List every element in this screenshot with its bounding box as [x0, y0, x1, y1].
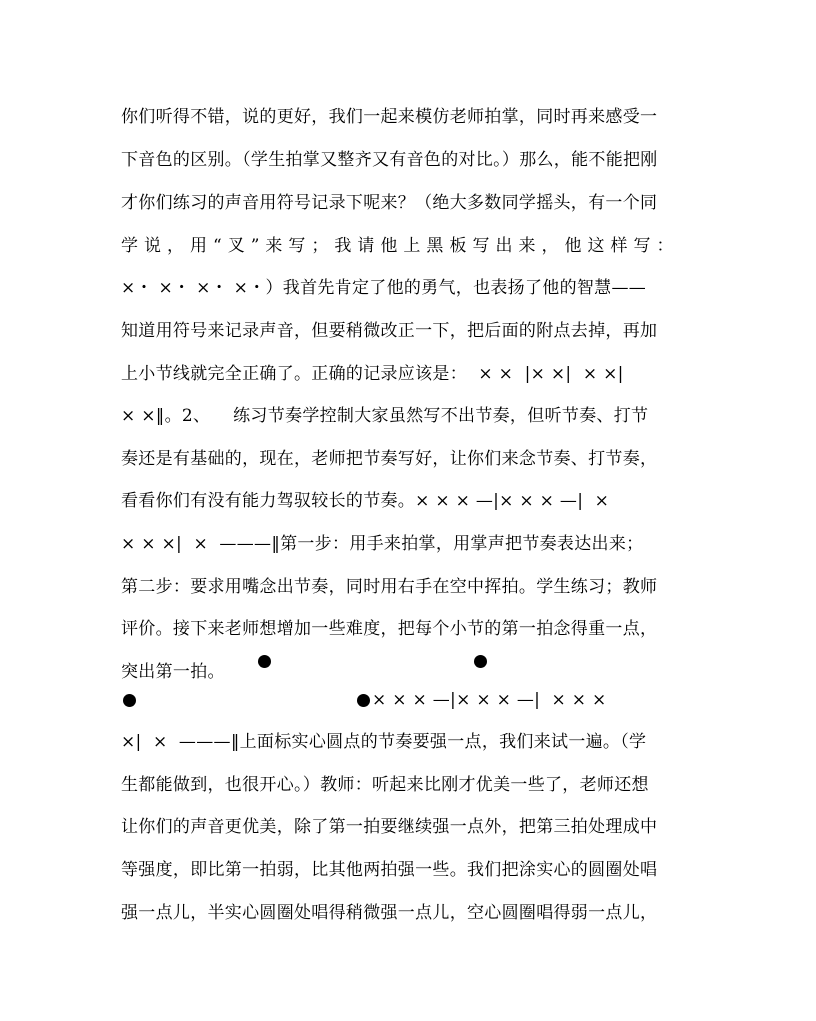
text-line-3: 才你们练习的声音用符号记录下呢来？（绝大多数同学摇头，有一个同 [121, 193, 658, 213]
accent-dot [357, 694, 370, 707]
text-line-13: 评价。接下来老师想增加一些难度，把每个小节的第一拍念得重一点， [121, 619, 658, 639]
rhythm-notation-line: × × × —|× × × —| × × × [372, 690, 607, 710]
text-line-19: 等强度，即比第一拍弱，比其他两拍强一些。我们把涂实心的圆圈处唱 [121, 860, 658, 880]
text-line-9: 奏还是有基础的，现在，老师把节奏写好，让你们来念节奏、打节奏， [121, 449, 658, 469]
text-line-18: 让你们的声音更优美，除了第一拍要继续强一点外，把第三拍处理成中 [121, 817, 658, 837]
text-line-10: 看看你们有没有能力驾驭较长的节奏。× × × —|× × × —| × [121, 491, 610, 511]
text-line-11: × × ×| × ———‖第一步：用手来拍掌，用掌声把节奏表达出来； [121, 534, 644, 554]
text-line-20: 强一点儿，半实心圆圈处唱得稍微强一点儿，空心圆圈唱得弱一点儿， [121, 903, 658, 923]
text-line-7: 上小节线就完全正确了。正确的记录应该是： × × |× ×| × ×| [121, 364, 624, 384]
text-line-5: ×・ ×・ ×・ ×・）我首先肯定了他的勇气，也表扬了他的智慧—— [121, 278, 647, 298]
accent-dot [258, 655, 271, 668]
text-line-14: 突出第一拍。 [121, 662, 225, 682]
text-line-8: × ×‖。2、 练习节奏学控制大家虽然写不出节奏，但听节奏、打节 [121, 406, 649, 426]
text-line-4: 学 说 ， 用 “ 叉 ” 来 写 ； 我 请 他 上 黑 板 写 出 来 ， 他 这 样 写 ： [121, 236, 674, 256]
text-line-17: 生都能做到，也很开心。）教师：听起来比刚才优美一些了，老师还想 [121, 775, 649, 795]
accent-dot [123, 694, 136, 707]
text-line-12: 第二步：要求用嘴念出节奏，同时用右手在空中挥拍。学生练习；教师 [121, 577, 658, 597]
text-line-1: 你们听得不错，说的更好，我们一起来模仿老师拍掌，同时再来感受一 [121, 107, 658, 127]
text-line-6: 知道用符号来记录声音，但要稍微改正一下，把后面的附点去掉，再加 [121, 321, 658, 341]
text-line-2: 下音色的区别。（学生拍掌又整齐又有音色的对比。）那么，能不能把刚 [121, 150, 658, 170]
text-line-16: ×| × ———‖上面标实心圆点的节奏要强一点，我们来试一遍。（学 [121, 732, 647, 752]
accent-dot [474, 655, 487, 668]
